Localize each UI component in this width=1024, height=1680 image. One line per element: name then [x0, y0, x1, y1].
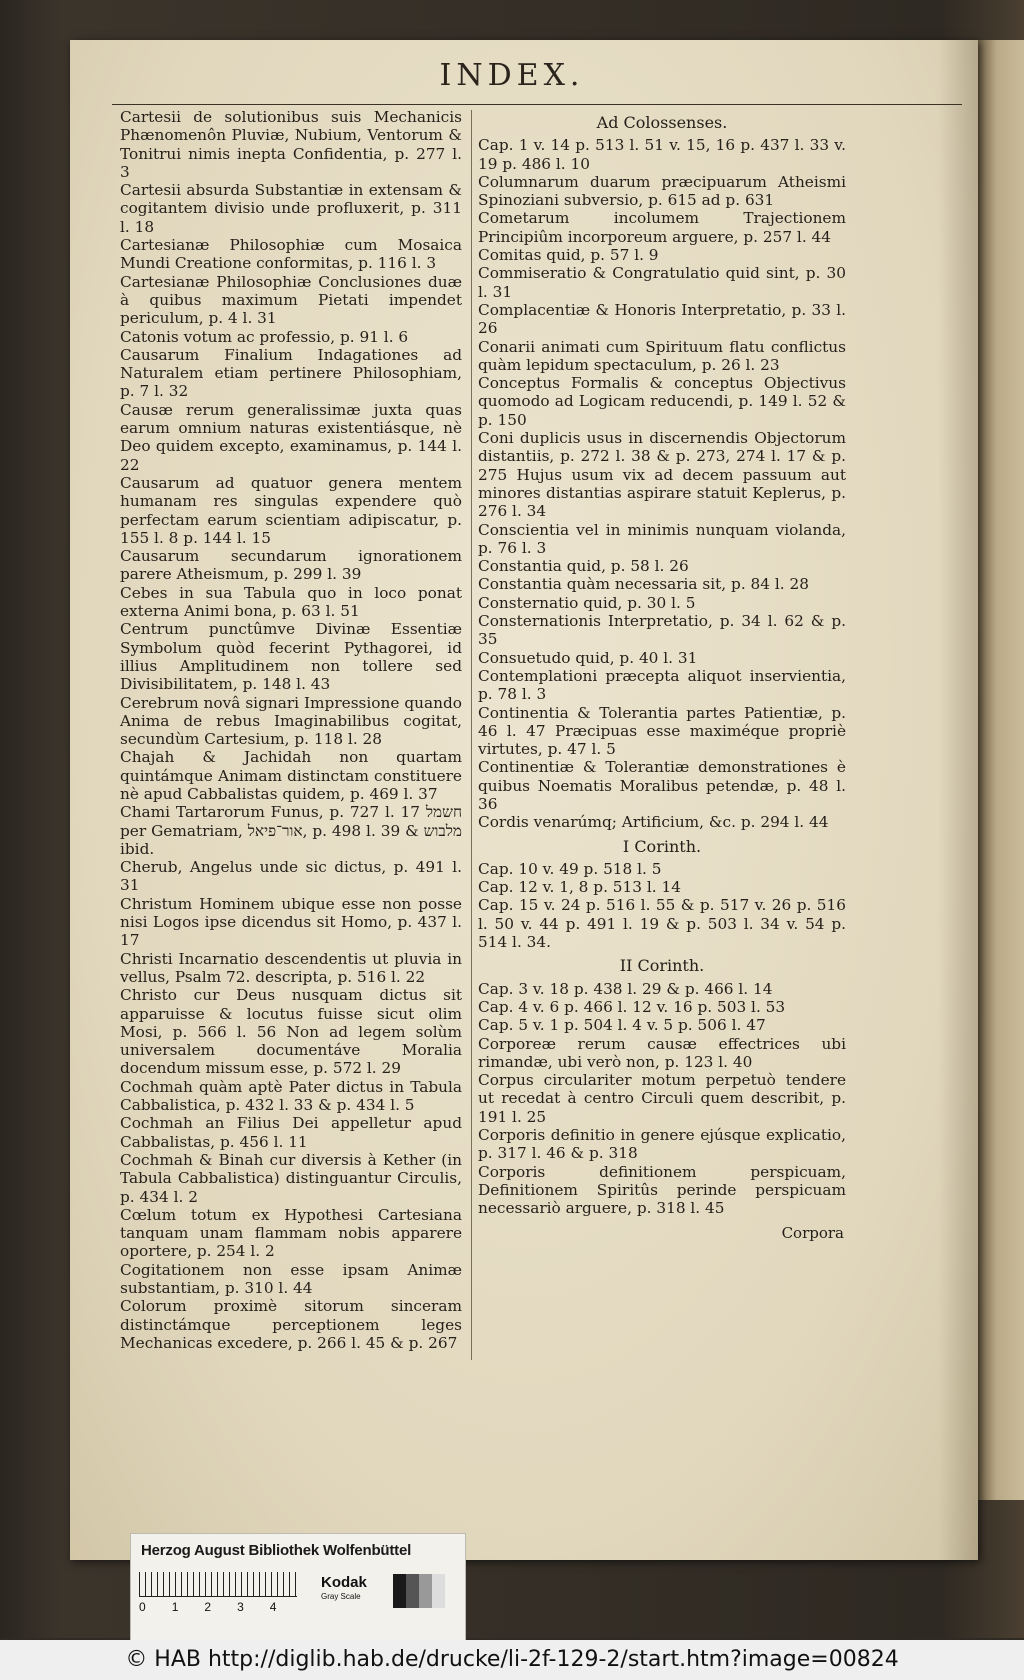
- index-entry: Constantia quàm necessaria sit, p. 84 l. 28: [478, 575, 809, 594]
- section-heading: I Corinth.: [622, 836, 702, 856]
- gutter-shadow: [938, 40, 978, 1560]
- index-entry: Cap. 10 v. 49 p. 518 l. 5: [478, 859, 662, 878]
- index-entry: Christo cur Deus nusquam dictus sit apparuisse & locutus fuisse sicut olim Mosi, p. 566 l. 56 Non ad legem solùm universalem documentáve Moralia docendum missum esse, p. 572 l. 29: [120, 986, 462, 1078]
- index-entry: Commiseratio & Congratulatio quid sint, p. 30 l. 31: [478, 264, 846, 301]
- index-entry: Corporis definitio in genere ejúsque explicatio, p. 317 l. 46 & p. 318: [478, 1126, 846, 1163]
- scale-ruler: [139, 1572, 297, 1597]
- index-entry: Coni duplicis usus in discernendis Objectorum distantiis, p. 272 l. 38 & p. 273, 274 l. 17 & p. 275 Hujus usum vix ad decem passuum aut minores distantias aspirare statuit Keplerus, p. 276 l. 34: [478, 429, 846, 521]
- index-entry: Cartesii de solutionibus suis Mechanicis Phænomenôn Pluviæ, Nubium, Ventorum & Tonitrui nimis inepta Confidentia, p. 277 l. 3: [120, 108, 462, 181]
- index-entry: Corpus circulariter motum perpetuò tendere ut recedat à centro Circuli quem describit, p. 191 l. 25: [478, 1071, 846, 1126]
- index-entry: Cordis venarúmq; Artificium, &c. p. 294 l. 44: [478, 813, 829, 832]
- facing-page-edge: [975, 40, 1024, 1500]
- index-entry: Consternatio quid, p. 30 l. 5: [478, 593, 696, 612]
- index-entry: Catonis votum ac professio, p. 91 l. 6: [120, 327, 409, 346]
- index-entry: Cap. 15 v. 24 p. 516 l. 55 & p. 517 v. 26 p. 516 l. 50 v. 44 p. 491 l. 19 & p. 503 l. 34 v. 54 p. 514 l. 34.: [478, 896, 846, 952]
- ruler-number: 4: [269, 1600, 277, 1614]
- title-rule: [112, 104, 962, 105]
- page-title: INDEX.: [439, 58, 585, 93]
- index-entry: Causæ rerum generalissimæ juxta quas earum omnium naturas existentiásque, nè Deo quidem excepto, examinamus, p. 144 l. 22: [120, 400, 462, 474]
- index-entry: Centrum punctûmve Divinæ Essentiæ Symbolum quòd fecerint Pythagorei, id illius Amplitudinem non tollere sed Divisibilitatem, p. 148 l. 43: [120, 620, 462, 694]
- right-index-column: [478, 108, 846, 1242]
- index-entry: Cap. 3 v. 18 p. 438 l. 29 & p. 466 l. 14: [478, 979, 773, 998]
- kodak-logo: Kodak: [321, 1574, 367, 1591]
- index-entry: Cogitationem non esse ipsam Animæ substantiam, p. 310 l. 44: [120, 1260, 462, 1297]
- index-entry: Constantia quid, p. 58 l. 26: [478, 557, 689, 576]
- index-entry: Cartesii absurda Substantiæ in extensam & cogitantem divisio unde profluxerit, p. 311 l. 18: [120, 181, 462, 236]
- ruler-number: 0: [139, 1600, 146, 1614]
- index-entry: Cebes in sua Tabula quo in loco ponat externa Animi bona, p. 63 l. 51: [120, 583, 462, 621]
- ruler-number: 3: [237, 1600, 244, 1614]
- catchword: Corpora: [781, 1223, 844, 1242]
- index-entry: Colorum proximè sitorum sinceram distinctámque perceptionem leges Mechanicas excedere, p. 266 l. 45 & p. 267: [120, 1297, 462, 1352]
- section-heading: Ad Colossenses.: [596, 113, 728, 132]
- ruler-number: 2: [204, 1600, 212, 1614]
- index-entry: Causarum ad quatuor genera mentem humanam res singulas expendere quò perfectam earum scientiam adipiscatur, p. 155 l. 8 p. 144 l. 15: [120, 473, 462, 547]
- index-entry: Cherub, Angelus unde sic dictus, p. 491 l. 31: [120, 858, 462, 895]
- index-entry: Cap. 4 v. 6 p. 466 l. 12 v. 16 p. 503 l. 53: [478, 997, 786, 1016]
- index-entry: Christi Incarnatio descendentis ut pluvia in vellus, Psalm 72. descripta, p. 516 l. 22: [120, 949, 462, 986]
- index-entry: Causarum secundarum ignorationem parere Atheismum, p. 299 l. 39: [120, 547, 462, 584]
- index-entry: Comitas quid, p. 57 l. 9: [478, 246, 659, 265]
- gray-swatches: [393, 1574, 445, 1608]
- index-entry: Contemplationi præcepta aliquot inservientia, p. 78 l. 3: [478, 666, 846, 704]
- section-heading: II Corinth.: [619, 956, 705, 976]
- left-index-column: [120, 108, 462, 1352]
- index-entry: Conscientia vel in minimis nunquam violanda, p. 76 l. 3: [478, 520, 846, 557]
- index-entry: Cometarum incolumem Trajectionem Principiûm incorporeum arguere, p. 257 l. 44: [478, 209, 846, 246]
- index-entry: Cap. 5 v. 1 p. 504 l. 4 v. 5 p. 506 l. 47: [478, 1016, 766, 1035]
- index-entry: Consuetudo quid, p. 40 l. 31: [478, 648, 698, 667]
- library-name: Herzog August Bibliothek Wolfenbüttel: [141, 1542, 412, 1559]
- ruler-numbers: [139, 1600, 319, 1614]
- index-entry: Chajah & Jachidah non quartam quintámque Animam distinctam constituere nè apud Cabbalistas quidem, p. 469 l. 37: [120, 748, 462, 803]
- index-entry: Consternationis Interpretatio, p. 34 l. 62 & p. 35: [478, 612, 846, 649]
- index-entry: Corporeæ rerum causæ effectrices ubi rimandæ, ubi verò non, p. 123 l. 40: [478, 1034, 846, 1071]
- index-entry: Continentiæ & Tolerantiæ demonstrationes è quibus Noematis Moralibus petendæ, p. 48 l. 36: [478, 758, 846, 813]
- index-entry: Causarum Finalium Indagationes ad Naturalem etiam pertinere Philosophiam, p. 7 l. 32: [120, 345, 462, 401]
- index-entry: Cochmah an Filius Dei appelletur apud Cabbalistas, p. 456 l. 11: [120, 1114, 462, 1151]
- index-entry: Cerebrum novâ signari Impressione quando Anima de rebus Imaginabilibus cogitat, secundùm Cartesium, p. 118 l. 28: [120, 693, 462, 749]
- gray-scale-label: Gray Scale: [321, 1592, 361, 1601]
- color-target-card: [130, 1533, 466, 1643]
- index-entry: Complacentiæ & Honoris Interpretatio, p. 33 l. 26: [478, 300, 846, 338]
- footer-credit: © HAB http://diglib.hab.de/drucke/li-2f-129-2/start.htm?image=00824: [0, 1640, 1024, 1680]
- index-entry: Corporis definitionem perspicuam, Definitionem Spiritûs perinde perspicuam necessariò arguere, p. 318 l. 45: [478, 1162, 846, 1218]
- index-entry: Conceptus Formalis & conceptus Objectivus quomodo ad Logicam reducendi, p. 149 l. 52 & p. 150: [478, 374, 846, 429]
- index-entry: Cochmah quàm aptè Pater dictus in Tabula Cabbalistica, p. 432 l. 33 & p. 434 l. 5: [120, 1077, 462, 1115]
- index-entry: Christum Hominem ubique esse non posse nisi Logos ipse dicendus sit Homo, p. 437 l. 17: [120, 894, 462, 950]
- index-entry: Conarii animati cum Spirituum flatu conflictus quàm lepidum spectaculum, p. 26 l. 23: [478, 337, 846, 374]
- index-entry: Cap. 12 v. 1, 8 p. 513 l. 14: [478, 878, 681, 897]
- ruler-number: 1: [171, 1600, 179, 1614]
- index-entry: Cap. 1 v. 14 p. 513 l. 51 v. 15, 16 p. 437 l. 33 v. 19 p. 486 l. 10: [478, 136, 846, 173]
- index-entry: Columnarum duarum præcipuarum Atheismi Spinoziani subversio, p. 615 ad p. 631: [478, 172, 846, 210]
- column-divider: [471, 110, 472, 1360]
- index-entry: Cochmah & Binah cur diversis à Kether (in Tabula Cabbalistica) distinguantur Circulis, p. 434 l. 2: [120, 1150, 462, 1206]
- index-entry: Cœlum totum ex Hypothesi Cartesiana tanquam unam flammam nobis apparere oportere, p. 254 l. 2: [120, 1205, 462, 1261]
- index-entry: Cartesianæ Philosophiæ cum Mosaica Mundi Creatione conformitas, p. 116 l. 3: [120, 236, 462, 273]
- index-entry: Chami Tartarorum Funus, p. 727 l. 17 חשמל per Gematriam, אור־פיאל, p. 498 l. 39 & מלבוש ibid.: [120, 803, 462, 858]
- index-entry: Continentia & Tolerantia partes Patientiæ, p. 46 l. 47 Præcipuas esse maximéque propriè virtutes, p. 47 l. 5: [478, 703, 846, 759]
- index-entry: Cartesianæ Philosophiæ Conclusiones duæ à quibus maximum Pietati impendet periculum, p. 4 l. 31: [120, 272, 462, 328]
